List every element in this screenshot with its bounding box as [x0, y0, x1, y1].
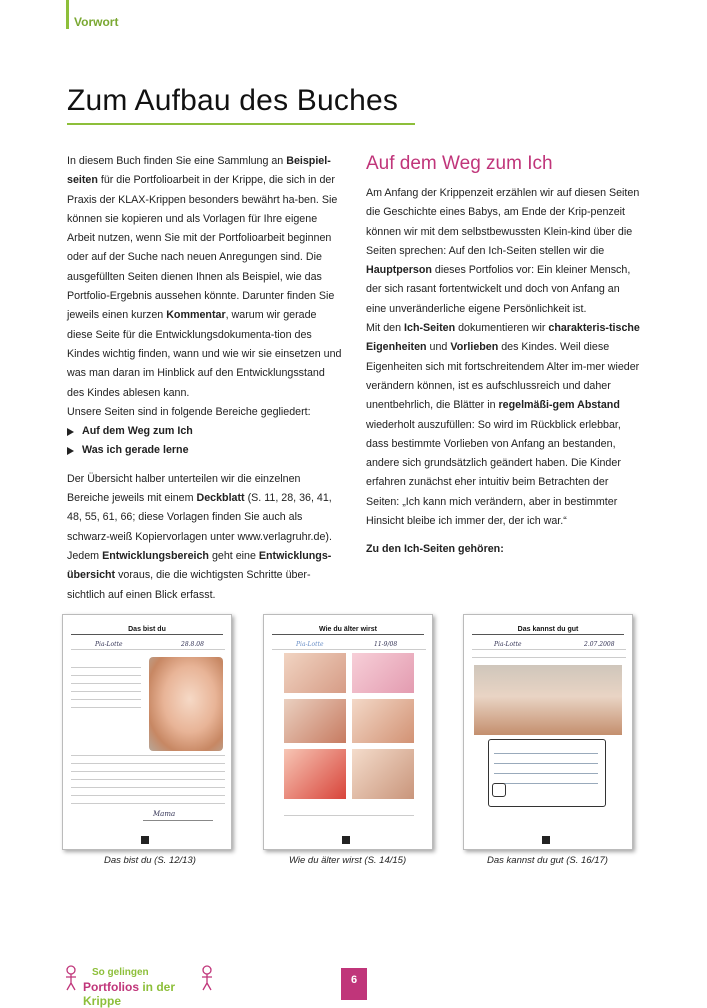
logo-line-2: Portfolios in der Krippe: [83, 980, 176, 1008]
photo-baby-sitting: [352, 699, 414, 743]
ich-seiten-paragraph: Mit den Ich-Seiten dokumentieren wir charakteris-tische Eigenheiten und Vorlieben des Kindes. Weil diese Eigenheiten sich mit fortschreitendem Alter im-mer wieder verändern können, ist es aufschlussreich und daher unentbehrlich, die Blätter in regelmäßi-gem Abstand wiederholt auszufüllen: So wird im Rückblick erlebbar, dass bestimmte Vorlieben von Anfang an bestanden, andere sich grundsätzlich geändert haben. Die Kinder erfahren zunächst eher intuitiv beim Betrachten der Seiten: „Ich kann mich verändern, aber in bestimmter Hinsicht bleibe ich immer der, der ich war.“: [366, 322, 640, 528]
overview-paragraph: Jedem Entwicklungsbereich geht eine Entwicklungs-übersicht voraus, die die wichtigsten Schritte über-sichtlich auf einen Blick erfasst.: [67, 549, 332, 601]
baby-photo: [149, 657, 223, 751]
thumbnail-caption: Wie du älter wirst (S. 14/15): [289, 855, 407, 866]
photo-baby-bottle: [284, 699, 346, 743]
sections-intro: Unsere Seiten sind in folgende Bereiche gegliedert:: [67, 405, 311, 418]
deckblatt-paragraph: Der Übersicht halber unterteilen wir die einzelnen Bereiche jeweils mit einem Deckblatt (S. 11, 28, 36, 41, 48, 55, 61, 66; diese Vorlagen finden Sie auch als schwarz-weiß Kopiervorlagen unter www.verlagruhr.de).: [67, 472, 332, 543]
bullet-item: Auf dem Weg zum Ich: [67, 422, 342, 441]
triangle-bullet-icon: [67, 428, 74, 436]
handwritten-name: Pia-Lotte: [296, 641, 324, 648]
thumbnail-page-marker: [542, 836, 550, 844]
photo-newborn: [284, 653, 346, 693]
thumbnail-das-kannst-du-gut: [463, 614, 633, 850]
signature: Mama: [153, 810, 176, 818]
story-paragraph: Am Anfang der Krippenzeit erzählen wir auf diesen Seiten die Geschichte eines Babys, am Ende der Krip-penzeit können wir mit dem selbstbewussten Klein-kind über die Seiten sprechen: Auf den Ich-Seiten stellen wir die Hauptperson dieses Portfolios vor: Ein kleiner Mensch, der sich rasant fortentwickelt und doch von Anfang an eine unveränderliche eigene Persönlichkeit ist.: [366, 187, 640, 315]
child-figure-icon: [64, 965, 78, 991]
handwritten-name: Pia-Lotte: [494, 641, 522, 648]
handwritten-date: 11-9/08: [374, 641, 398, 648]
thumbnail-das-bist-du: [62, 614, 232, 850]
thumbs-up-icon: [492, 783, 506, 797]
right-column: [366, 152, 641, 560]
handwritten-date: 28.8.08: [181, 641, 204, 648]
book-logo: [64, 961, 214, 1008]
thumbnail-caption: Das bist du (S. 12/13): [104, 855, 196, 866]
photo-toddler: [352, 749, 414, 799]
left-column: [67, 152, 342, 605]
header-accent-bar: [66, 0, 69, 29]
page-title: Zum Aufbau des Buches: [67, 84, 399, 117]
section-heading: Auf dem Weg zum Ich: [366, 153, 553, 174]
thumbnail-title: Das bist du: [71, 625, 223, 635]
photo-baby-pink: [352, 653, 414, 693]
handwritten-date: 2.07.2008: [584, 641, 615, 648]
logo-line-1: So gelingen: [92, 967, 149, 978]
ich-seiten-lead: Zu den Ich-Seiten gehören:: [366, 543, 504, 556]
bullet-item: Was ich gerade lerne: [67, 441, 342, 460]
photo-baby-red: [284, 749, 346, 799]
child-figure-icon: [200, 965, 214, 991]
thumbnail-page-marker: [141, 836, 149, 844]
thumbnail-title: Das kannst du gut: [472, 625, 624, 635]
thumbnail-caption: Das kannst du gut (S. 16/17): [487, 855, 608, 866]
thumbnail-wie-du-aelter-wirst: [263, 614, 433, 850]
triangle-bullet-icon: [67, 447, 74, 455]
photo-child-table: [474, 665, 622, 735]
page-number: 6: [341, 968, 367, 1000]
thumbnail-page-marker: [342, 836, 350, 844]
handwritten-name: Pia-Lotte: [95, 641, 123, 648]
intro-paragraph: In diesem Buch finden Sie eine Sammlung an Beispiel-seiten für die Portfolioarbeit in der Krippe, die sich in der Praxis der KLAX-Krippen besonders bewährt ha-ben. Sie können sie kopieren und als Vorlagen für Ihre eigene Arbeit nutzen, wenn Sie mit der Portfolioarbeit beginnen oder auf der Suche nach neuen Anregungen sind. Die ausgefüllten Seiten dienen Ihnen als Beispiel, wie das Portfolio-Ergebnis aussehen könnte. Darunter finden Sie jeweils einen kurzen Kommentar, warum wir gerade diese Seite für die Entwicklungsdokumenta-tion des Kindes wichtig finden, wann und wie wir sie einsetzen und was man daran im Hinblick auf den Entwicklungsstand des Kindes ablesen kann.: [67, 155, 342, 399]
thumbnail-title: Wie du älter wirst: [272, 625, 424, 635]
title-underline: [67, 123, 415, 125]
section-label: Vorwort: [74, 15, 119, 29]
